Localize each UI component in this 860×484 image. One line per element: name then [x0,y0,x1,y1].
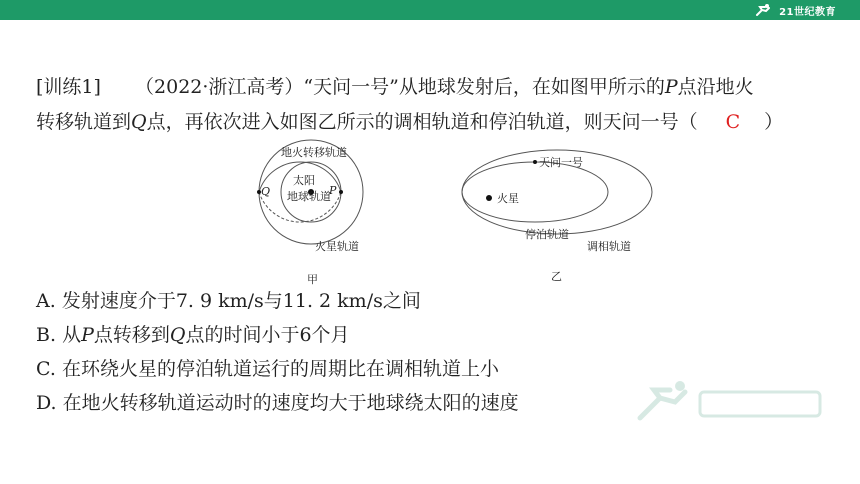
probe-dot [533,160,537,164]
option-b-text-1: 从 [62,324,82,346]
question-text-c: 转移轨道到 [36,111,132,133]
p-label: P [329,184,337,197]
question-text-b: 点沿地火 [677,76,754,98]
probe-label: 天问一号 [539,156,583,169]
option-d[interactable] [36,390,519,416]
phasing-orbit-label: 调相轨道 [587,240,631,253]
top-banner [0,0,860,20]
option-b-text-3: 点的时间小于6个月 [185,324,350,346]
figure-jia [245,138,385,288]
watermark-logo [630,378,830,438]
point-p-dot [339,190,343,194]
question-tag: [训练1] [36,76,101,98]
option-b-text-2: 点转移到 [93,324,170,346]
question-text-d: 点，再依次进入如图乙所示的调相轨道和停泊轨道，则天问一号（ [146,111,698,133]
option-d-text: 在地火转移轨道运动时的速度均大于地球绕太阳的速度 [62,392,519,414]
sun-label: 太阳 [293,174,315,187]
question-line-1 [36,73,754,101]
question-text-a: “天问一号”从地球发射后，在如图甲所示的 [303,76,665,98]
option-c-text: 在环绕火星的停泊轨道运行的周期比在调相轨道上小 [61,358,499,380]
question-close: ） [764,111,784,133]
mars-orbit-label: 火星轨道 [315,240,359,253]
option-b[interactable] [36,322,350,348]
question-source: （2022·浙江高考） [135,76,304,98]
runner-icon [753,3,775,17]
mars-dot [486,195,492,201]
parking-orbit-label: 停泊轨道 [525,228,569,241]
caption-yi: 乙 [551,270,562,283]
option-b-p: P [81,324,94,346]
transfer-orbit-label: 地火转移轨道 [281,146,347,159]
option-a[interactable] [36,288,421,314]
answer: C [725,111,741,133]
option-b-key: B. [36,324,57,346]
brand-logo [753,1,836,19]
option-c[interactable] [36,356,499,382]
parking-orbit-ellipse [462,162,608,222]
point-q: Q [131,111,147,133]
question-line-2 [36,108,783,136]
option-c-key: C. [36,358,56,380]
option-b-q: Q [169,324,186,346]
option-d-key: D. [36,392,57,414]
option-a-text: 发射速度介于7. 9 km/s与11. 2 km/s之间 [61,290,421,312]
point-p: P [664,76,678,98]
mars-label: 火星 [497,192,519,205]
caption-jia: 甲 [307,273,318,286]
q-label: Q [261,185,271,198]
option-a-key: A. [36,290,56,312]
earth-orbit-label: 地球轨道 [287,190,331,203]
brand-name: 21世纪教育 [779,6,836,18]
figure-yi [455,148,665,288]
